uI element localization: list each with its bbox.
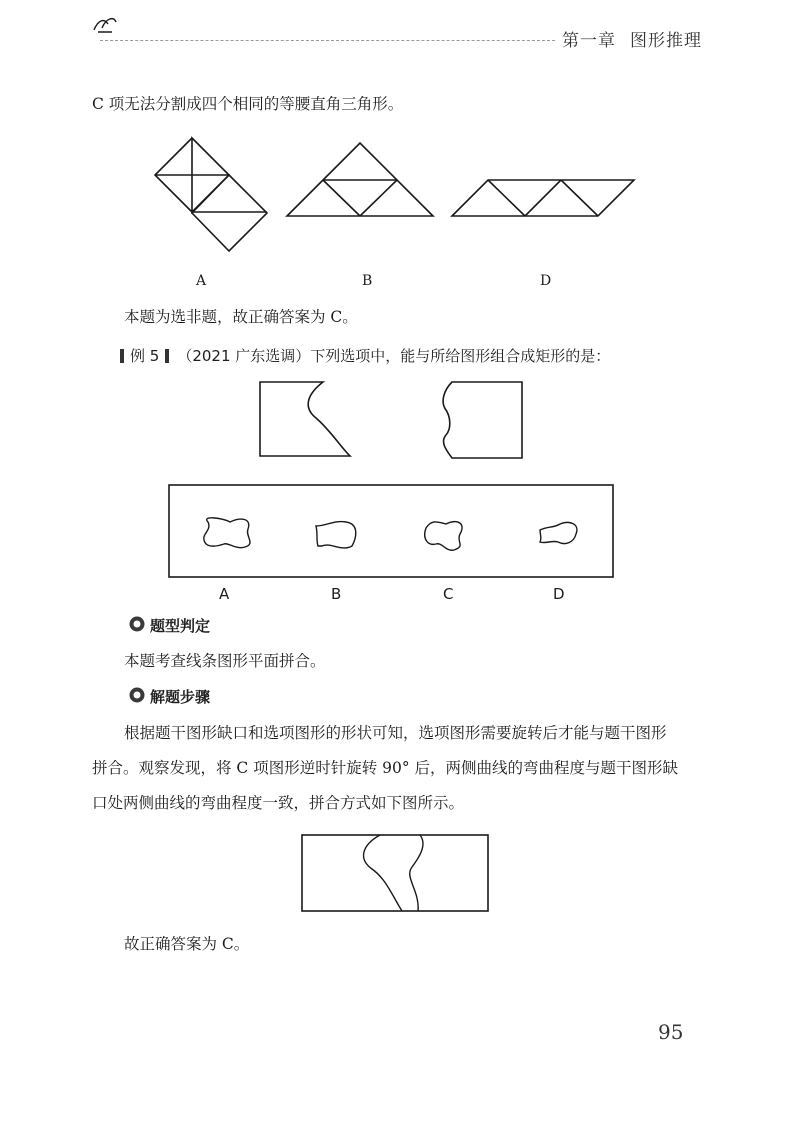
- option-label-a: A: [219, 585, 230, 603]
- final-answer: 故正确答案为 C。: [124, 935, 250, 953]
- option-shape-c: [425, 522, 462, 551]
- question-figure-left: [258, 380, 368, 460]
- solve-line-3: 口处两侧曲线的弯曲程度一致，拼合方式如下图所示。: [92, 794, 465, 812]
- section-solve-heading: 解题步骤: [150, 688, 211, 706]
- combined-figure: [300, 833, 492, 915]
- section-badge-icon: [128, 615, 146, 633]
- figure-label-a: A: [196, 273, 207, 289]
- figure-option-d: [450, 178, 638, 220]
- options-box: [168, 484, 614, 578]
- section-badge-icon: [128, 686, 146, 704]
- question-figure-right: [438, 380, 528, 460]
- section-type-text: 本题考查线条图形平面拼合。: [124, 652, 326, 670]
- example-marker-icon: [120, 349, 124, 363]
- header-ornament-icon: [90, 14, 120, 36]
- chapter-label: 第一章: [562, 31, 616, 51]
- intro-text: C 项无法分割成四个相同的等腰直角三角形。: [92, 95, 404, 113]
- header-rule: [100, 40, 555, 41]
- example-marker-icon: [165, 349, 169, 363]
- section-type-heading: 题型判定: [150, 617, 211, 635]
- figure-option-a: [150, 135, 280, 255]
- option-shape-d: [540, 522, 577, 543]
- option-label-d: D: [553, 585, 565, 603]
- solve-line-1: 根据题干图形缺口和选项图形的形状可知，选项图形需要旋转后才能与题干图形: [124, 724, 667, 742]
- solve-line-2: 拼合。观察发现，将 C 项图形逆时针旋转 90° 后，两侧曲线的弯曲程度与题干图形缺: [92, 759, 679, 777]
- example-question: [120, 345, 610, 366]
- figure-label-d: D: [540, 273, 552, 289]
- page-number: 95: [658, 1020, 684, 1044]
- option-shape-a: [204, 518, 250, 548]
- option-label-b: B: [331, 585, 342, 603]
- figure-option-b: [285, 140, 437, 220]
- section-label: 图形推理: [630, 31, 702, 51]
- example-tag: 例 5: [130, 347, 160, 365]
- option-shape-b: [316, 522, 356, 548]
- option-label-c: C: [443, 585, 454, 603]
- conclusion-text: 本题为选非题，故正确答案为 C。: [124, 308, 358, 326]
- figure-label-b: B: [362, 273, 373, 289]
- example-prompt: （2021 广东选调）下列选项中，能与所给图形组合成矩形的是：: [177, 347, 611, 365]
- running-header: [562, 26, 716, 51]
